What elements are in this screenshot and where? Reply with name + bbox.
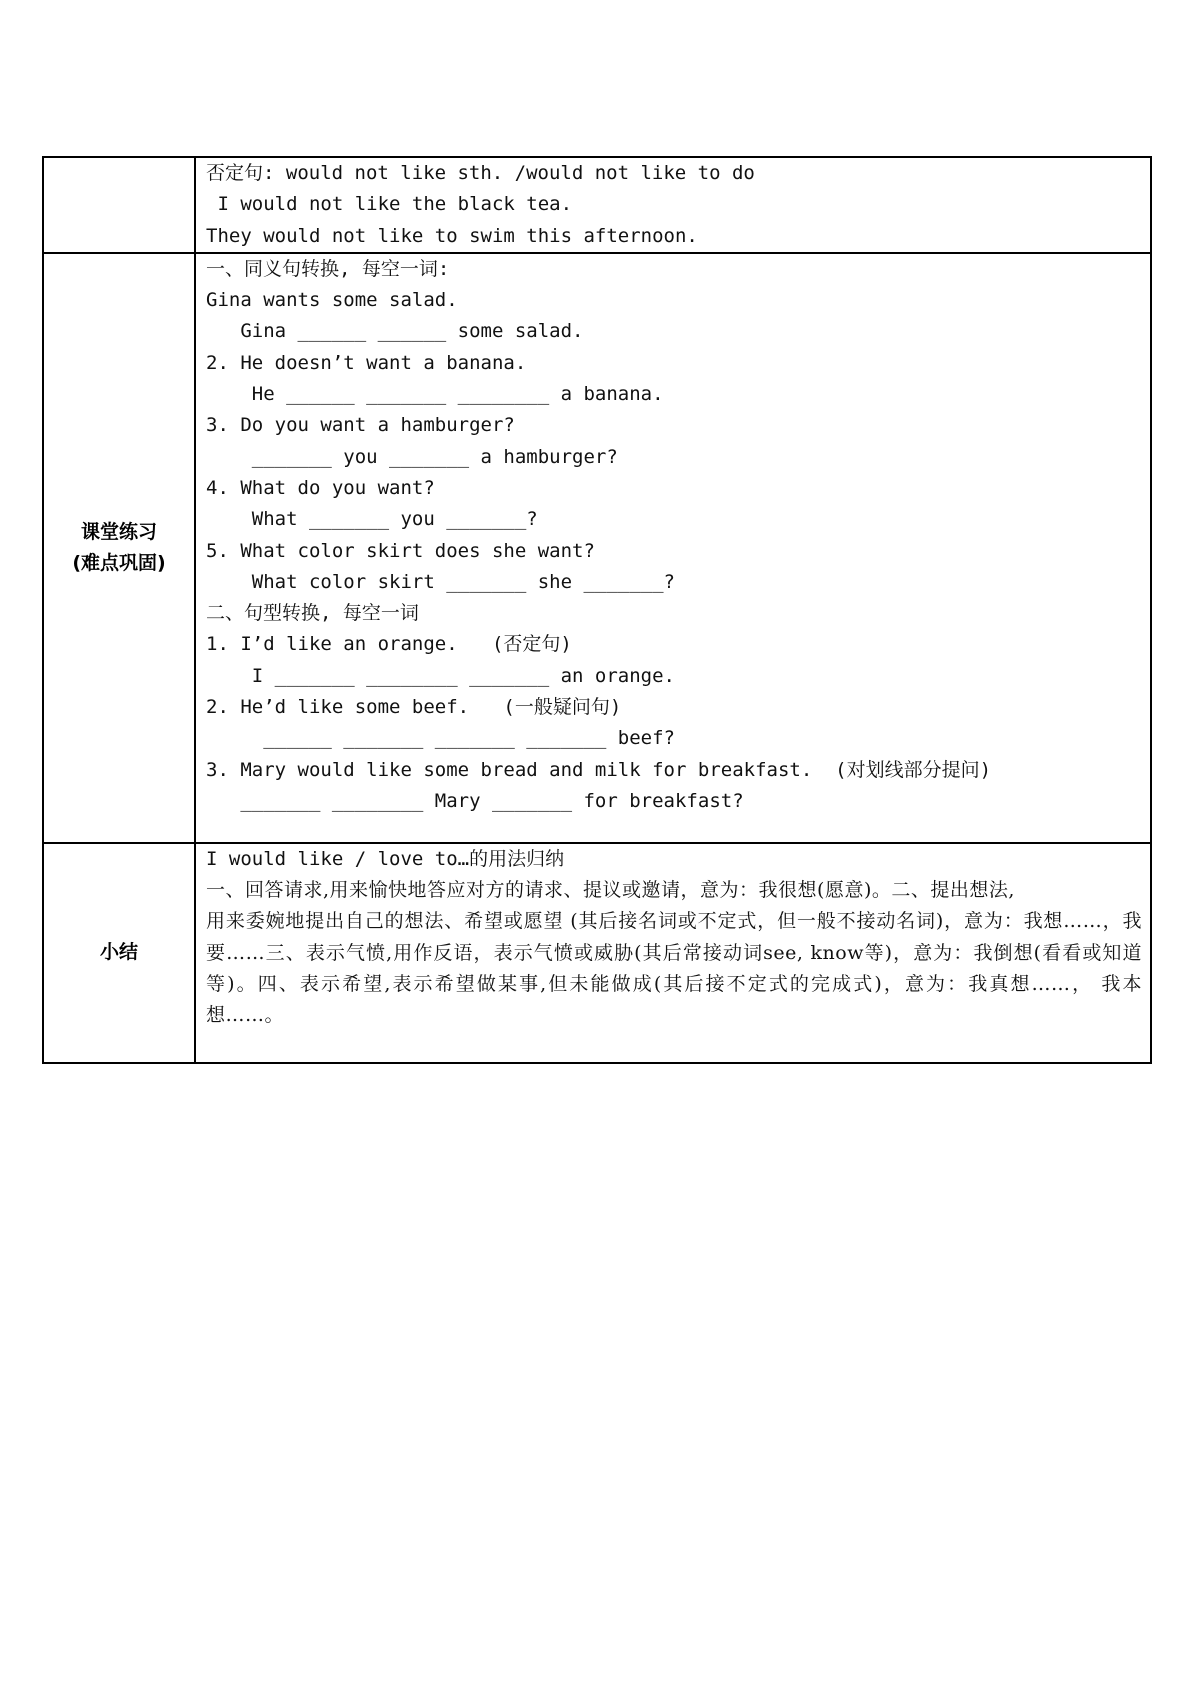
summary-label <box>43 843 195 1063</box>
section-heading: 一、同义句转换, 每空一词: <box>206 257 450 280</box>
row-label-empty <box>43 157 195 253</box>
exercise-line: I _______ ________ _______ an orange. <box>206 664 675 687</box>
exercise-line: _______ ________ Mary _______ for breakfast? <box>206 789 744 812</box>
exercise-line: ______ _______ _______ _______ beef? <box>206 727 675 750</box>
summary-title: I would like / love to…的用法归纳 <box>206 847 565 870</box>
negative-sentences-cell <box>195 157 1151 253</box>
section-heading: 二、句型转换, 每空一词 <box>206 602 419 625</box>
example-line: They would not like to swim this afternoon. <box>206 224 698 247</box>
example-line: I would not like the black tea. <box>206 193 573 216</box>
lesson-table <box>42 156 1152 1064</box>
exercise-line: 3. Mary would like some bread and milk for breakfast. (对划线部分提问) <box>206 758 992 781</box>
exercise-label <box>43 253 195 843</box>
summary-cell <box>195 843 1151 1063</box>
table-row-summary <box>43 843 1151 1063</box>
exercises-cell <box>195 253 1151 843</box>
exercise-line: He ______ _______ ________ a banana. <box>206 383 664 406</box>
exercise-line: _______ you _______ a hamburger? <box>206 445 618 468</box>
exercise-line: 4. What do you want? <box>206 476 435 499</box>
table-row-negative <box>43 157 1151 253</box>
exercise-line: What color skirt _______ she _______? <box>206 570 675 593</box>
exercise-line: What _______ you _______? <box>206 508 538 531</box>
negative-rule-line: 否定句: would not like sth. /would not like to do <box>206 162 755 184</box>
summary-label-title: 小结 <box>99 941 138 964</box>
exercise-line: 3. Do you want a hamburger? <box>206 414 515 437</box>
exercise-label-subtitle: (难点巩固) <box>72 551 166 574</box>
exercise-label-title: 课堂练习 <box>80 520 157 543</box>
exercise-line: 2. He doesn’t want a banana. <box>206 351 527 374</box>
table-row-exercises <box>43 253 1151 843</box>
exercise-line: 2. He’d like some beef. (一般疑问句) <box>206 696 622 719</box>
summary-paragraph: 一、回答请求,用来愉快地答应对方的请求、提议或邀请，意为：我很想(愿意)。二、提出想法, 用来委婉地提出自己的想法、希望或愿望 (其后接名词或不定式，但一般不接动名词)，意为：我想……，我要……三、表示气愤,用作反语，表示气愤或威胁(其后常接动词see, know等)，意为：我倒想(看看或知道等)。四、表示希望,表示希望做某事,但未能做成(其后接不定式的完成式)，意为：我真想……， 我本想……。 <box>206 879 1142 1027</box>
exercise-line: 5. What color skirt does she want? <box>206 539 595 562</box>
exercise-line: Gina wants some salad. <box>206 289 458 312</box>
exercise-line: 1. I’d like an orange. (否定句) <box>206 633 572 656</box>
exercise-line: Gina ______ ______ some salad. <box>206 320 584 343</box>
